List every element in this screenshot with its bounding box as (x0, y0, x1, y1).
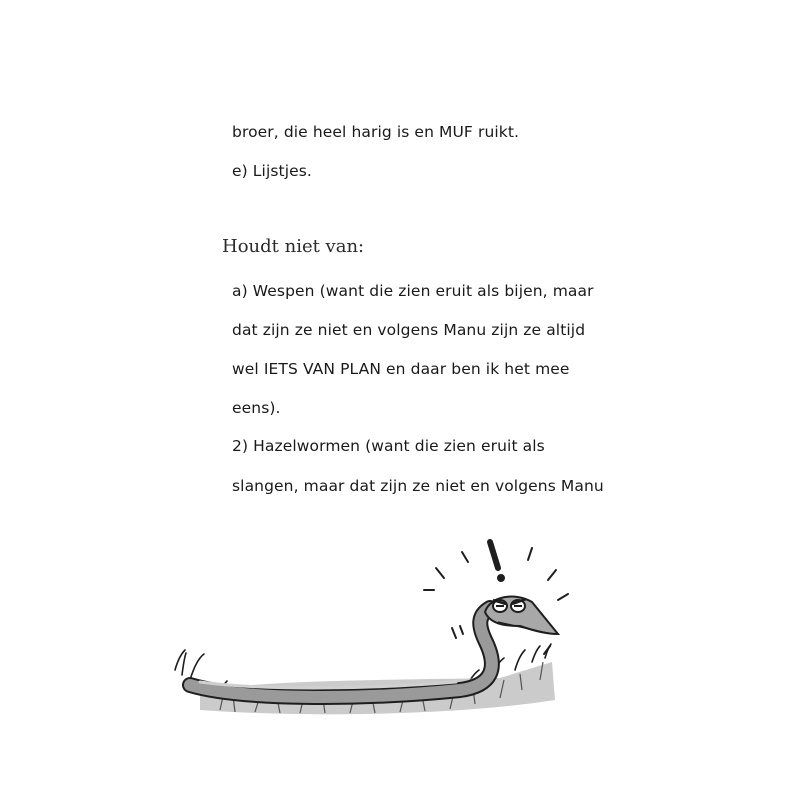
text-line: broer, die heel harig is en MUF ruikt. (232, 123, 520, 141)
list-line: dat zijn ze niet en volgens Manu zijn ze altijd (232, 321, 586, 339)
slow-worm-illustration (160, 530, 620, 760)
list-line: wel IETS VAN PLAN en daar ben ik het mee (232, 360, 570, 378)
exclamation-icon (490, 542, 505, 582)
list-line: eens). (232, 399, 281, 417)
list-line: a) Wespen (want die zien eruit als bijen, maar (232, 282, 594, 300)
text-line: e) Lijstjes. (232, 162, 312, 180)
section-heading: Houdt niet van: (222, 236, 365, 257)
list-line: 2) Hazelwormen (want die zien eruit als (232, 437, 545, 455)
list-line: slangen, maar dat zijn ze niet en volgens Manu (232, 477, 604, 495)
